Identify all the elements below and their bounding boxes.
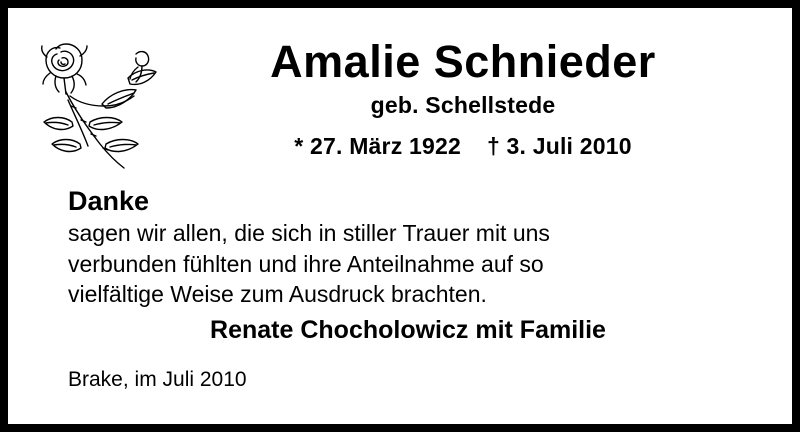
thanks-body bbox=[68, 218, 748, 310]
maiden-name: geb. Schellstede bbox=[370, 92, 556, 119]
deceased-name: Amalie Schnieder bbox=[270, 36, 656, 87]
thanks-line-3: vielfältige Weise zum Ausdruck brachten. bbox=[68, 281, 487, 308]
thanks-heading: Danke bbox=[68, 186, 150, 216]
obituary-card bbox=[8, 8, 792, 424]
family-signature: Renate Chocholowicz mit Familie bbox=[210, 316, 606, 344]
place-and-date: Brake, im Juli 2010 bbox=[68, 368, 247, 391]
death-date: † 3. Juli 2010 bbox=[486, 133, 632, 160]
thanks-line-1: sagen wir allen, die sich in stiller Trauer mit uns bbox=[68, 220, 550, 246]
header-block bbox=[158, 38, 768, 160]
rose-icon bbox=[30, 26, 160, 171]
birth-date: * 27. März 1922 bbox=[294, 133, 461, 160]
thanks-line-2: verbunden fühlten und ihre Anteilnahme auf so bbox=[68, 250, 544, 277]
life-dates bbox=[158, 133, 768, 160]
